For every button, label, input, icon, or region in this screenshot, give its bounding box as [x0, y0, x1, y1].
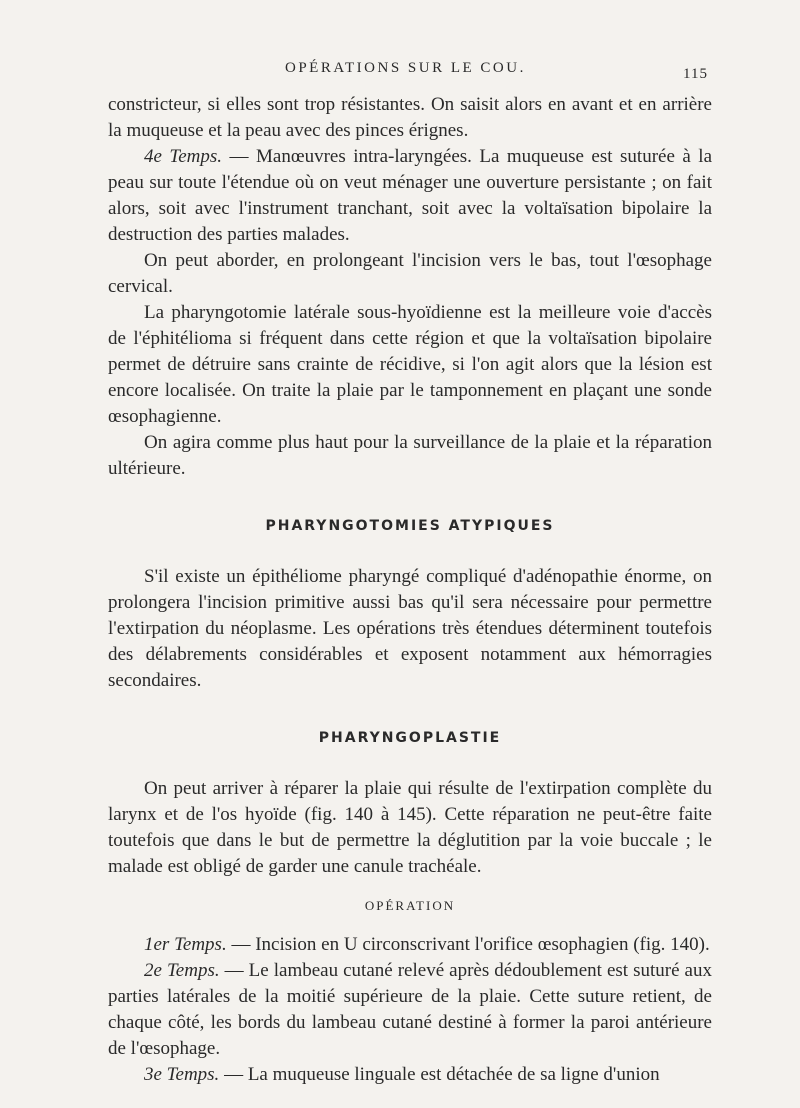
paragraph: constricteur, si elles sont trop résistantes. On saisit alors en avant et en arrière la muqueuse et la peau avec des pinces érignes.: [108, 94, 712, 141]
step-label: 1er Temps.: [144, 934, 227, 955]
paragraph: La pharyngotomie latérale sous-hyoïdienne est la meilleure voie d'accès de l'éphitélioma si fréquent dans cette région et que la voltaïsation bipolaire permet de détruire sans crainte de récidive, si l'on agit alors que la lésion est encore localisée. On traite la plaie par le tamponnement en plaçant une sonde œsophagienne.: [108, 302, 712, 427]
paragraph: 1er Temps. — Incision en U circonscrivant l'orifice œsophagien (fig. 140).: [144, 934, 710, 955]
step-label: 2e Temps.: [144, 960, 220, 981]
running-header: [0, 60, 800, 84]
body-text: [108, 92, 712, 1088]
paragraph: 2e Temps. — Le lambeau cutané relevé après dédoublement est suturé aux parties latérales de la moitié supérieure de la plaie. Cette suture retient, de chaque côté, les bords du lambeau cutané destiné à former la paroi antérieure de l'œsophage.: [108, 960, 712, 1059]
paragraph: S'il existe un épithéliome pharyngé compliqué d'adénopathie énorme, on prolongera l'incision primitive aussi bas qu'il sera nécessaire pour permettre l'extirpation du néoplasme. Les opérations très étendues déterminent toutefois des délabrements considérables et exposent notamment aux hémorragies secondaires.: [108, 566, 712, 691]
paragraph: On agira comme plus haut pour la surveillance de la plaie et la réparation ultérieure.: [108, 432, 712, 479]
paragraph: 4e Temps. — Manœuvres intra-laryngées. La muqueuse est suturée à la peau sur toute l'étendue où on veut ménager une ouverture persistante ; on fait alors, soit avec l'instrument tranchant, soit avec la voltaïsation bipolaire la destruction des parties malades.: [108, 146, 712, 245]
paragraph: On peut arriver à réparer la plaie qui résulte de l'extirpation complète du larynx et de l'os hyoïde (fig. 140 à 145). Cette réparation ne peut-être faite toutefois que dans le but de permettre la déglutition par la voie buccale ; le malade est obligé de garder une canule trachéale.: [108, 778, 712, 877]
step-label: 3e Temps.: [144, 1064, 220, 1085]
page-number: 115: [683, 66, 708, 82]
step-label: 4e Temps.: [144, 146, 223, 167]
paragraph: On peut aborder, en prolongeant l'incision vers le bas, tout l'œsophage cervical.: [108, 250, 712, 297]
paragraph: 3e Temps. — La muqueuse linguale est détachée de sa ligne d'union: [144, 1064, 660, 1085]
section-heading: PHARYNGOTOMIES ATYPIQUES: [265, 518, 555, 534]
running-title: OPÉRATIONS SUR LE COU.: [285, 60, 526, 76]
subheading: OPÉRATION: [364, 898, 456, 913]
section-heading: PHARYNGOPLASTIE: [318, 730, 502, 746]
